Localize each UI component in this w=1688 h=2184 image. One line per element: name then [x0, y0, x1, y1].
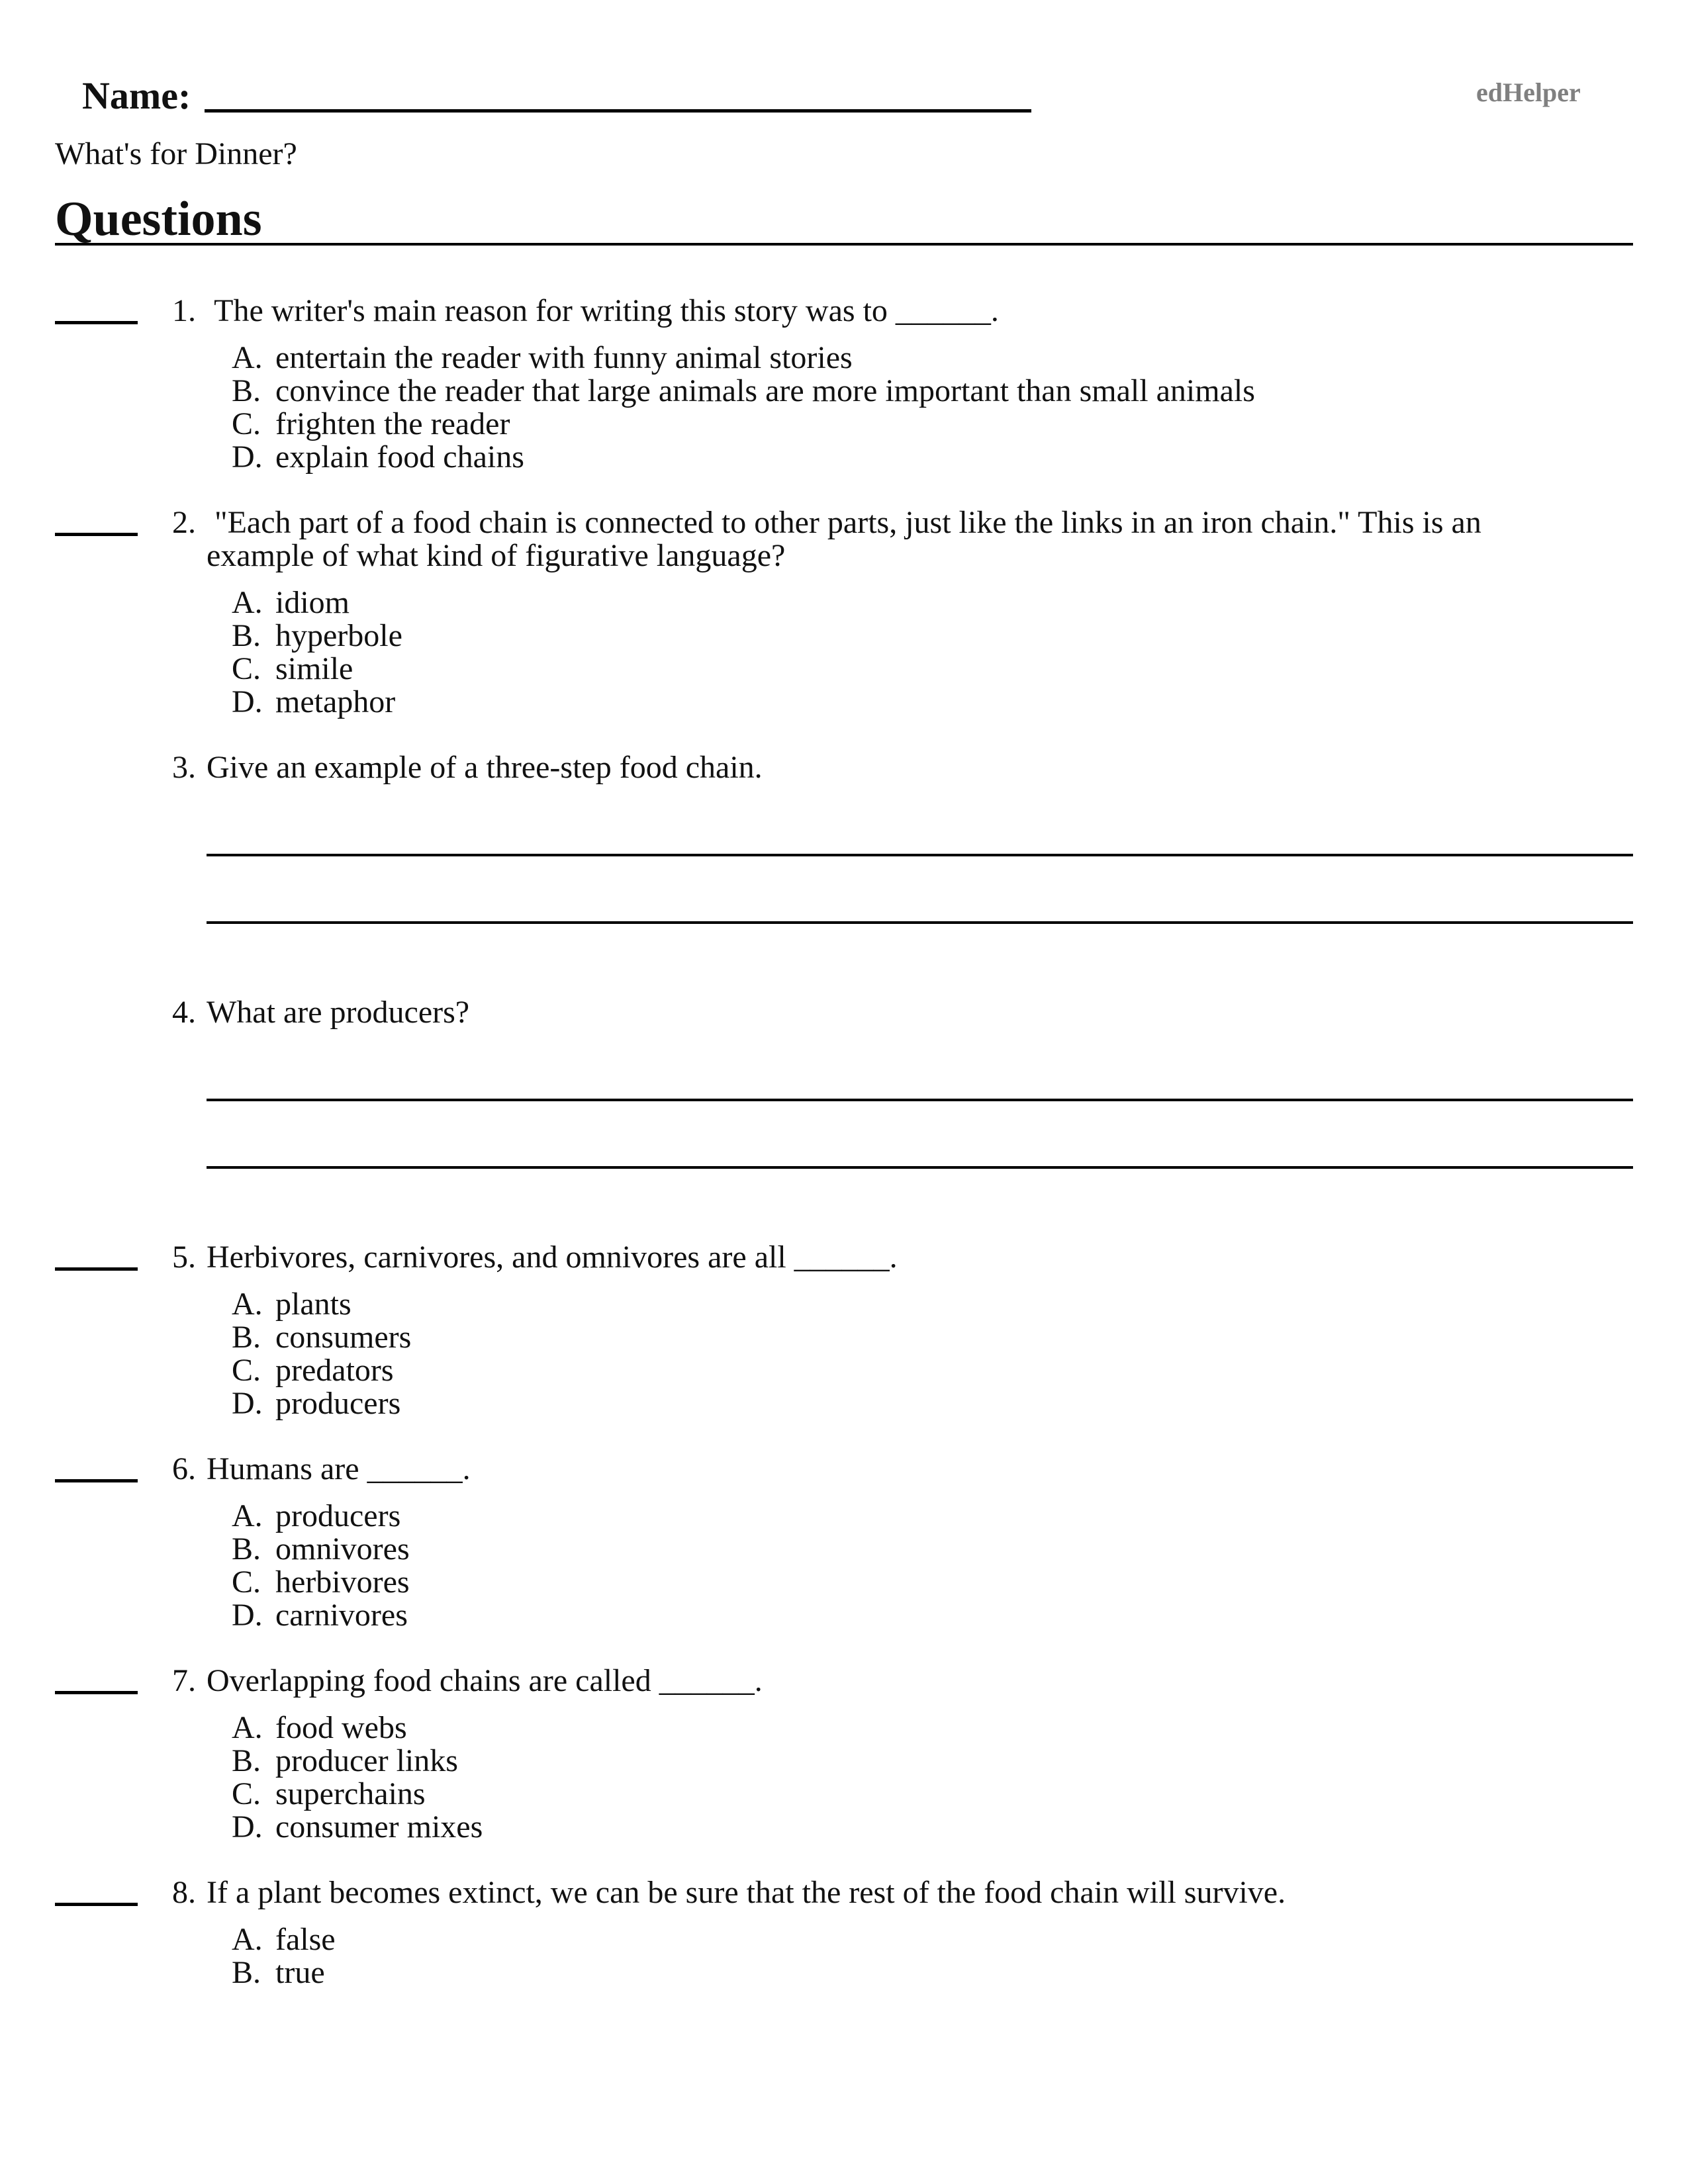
- question-text: If a plant becomes extinct, we can be sure that the rest of the food chain will survive.: [207, 1875, 1286, 1910]
- option-text: consumer mixes: [275, 1809, 483, 1844]
- question-text: Humans are ______.: [207, 1451, 471, 1486]
- option-letter: D.: [232, 439, 263, 475]
- option-letter: B.: [232, 1320, 261, 1355]
- question-number: 3.: [172, 750, 196, 785]
- option-letter: A.: [232, 585, 263, 620]
- option-letter: C.: [232, 1776, 261, 1811]
- section-heading: Questions: [55, 192, 262, 246]
- brand-logo-text: edHelper: [1476, 77, 1581, 107]
- option-text: plants: [275, 1287, 352, 1322]
- answer-blank[interactable]: [55, 1267, 138, 1271]
- option-text: entertain the reader with funny animal stories: [275, 340, 853, 375]
- option-letter: D.: [232, 1598, 263, 1633]
- question-text: What are producers?: [207, 995, 470, 1030]
- option-letter: D.: [232, 1809, 263, 1844]
- option-text: predators: [275, 1353, 394, 1388]
- question-number: 8.: [172, 1875, 196, 1910]
- option-text: herbivores: [275, 1565, 410, 1600]
- heading-divider: [55, 243, 1633, 246]
- option-text: producers: [275, 1386, 401, 1421]
- question-number: 6.: [172, 1451, 196, 1486]
- written-answer-line[interactable]: [207, 921, 1633, 924]
- option-text: false: [275, 1922, 336, 1957]
- question-number: 2.: [172, 505, 196, 540]
- answer-blank[interactable]: [55, 1903, 138, 1906]
- option-text: superchains: [275, 1776, 426, 1811]
- option-letter: B.: [232, 373, 261, 408]
- option-text: producers: [275, 1498, 401, 1533]
- option-text: simile: [275, 651, 353, 686]
- answer-blank[interactable]: [55, 1479, 138, 1482]
- option-letter: A.: [232, 1710, 263, 1745]
- question-text: Herbivores, carnivores, and omnivores are all ______.: [207, 1240, 898, 1275]
- option-letter: A.: [232, 1498, 263, 1533]
- option-text: carnivores: [275, 1598, 408, 1633]
- option-letter: D.: [232, 684, 263, 719]
- answer-blank[interactable]: [55, 533, 138, 536]
- question-text: The writer's main reason for writing this story was to ______.: [207, 293, 999, 328]
- written-answer-line[interactable]: [207, 1166, 1633, 1169]
- option-letter: C.: [232, 406, 261, 441]
- option-text: metaphor: [275, 684, 396, 719]
- option-letter: C.: [232, 1565, 261, 1600]
- option-text: convince the reader that large animals are more important than small animals: [275, 373, 1255, 408]
- option-letter: B.: [232, 1743, 261, 1778]
- option-text: idiom: [275, 585, 350, 620]
- option-letter: B.: [232, 618, 261, 653]
- answer-blank[interactable]: [55, 1691, 138, 1694]
- option-text: food webs: [275, 1710, 407, 1745]
- answer-blank[interactable]: [55, 321, 138, 324]
- question-number: 5.: [172, 1240, 196, 1275]
- question-number: 1.: [172, 293, 196, 328]
- option-text: explain food chains: [275, 439, 524, 475]
- option-text: frighten the reader: [275, 406, 510, 441]
- name-input-line[interactable]: [205, 109, 1031, 113]
- option-text: producer links: [275, 1743, 458, 1778]
- option-letter: A.: [232, 340, 263, 375]
- option-letter: C.: [232, 1353, 261, 1388]
- option-letter: D.: [232, 1386, 263, 1421]
- option-letter: A.: [232, 1287, 263, 1322]
- option-letter: B.: [232, 1531, 261, 1567]
- option-text: true: [275, 1955, 325, 1990]
- option-letter: B.: [232, 1955, 261, 1990]
- worksheet-title: What's for Dinner?: [55, 136, 297, 171]
- question-text-line-1: "Each part of a food chain is connected to other parts, just like the links in an iron chain." This is an: [207, 505, 1481, 540]
- written-answer-line[interactable]: [207, 1099, 1633, 1101]
- question-number: 4.: [172, 995, 196, 1030]
- option-text: hyperbole: [275, 618, 402, 653]
- option-text: omnivores: [275, 1531, 410, 1567]
- question-text: Give an example of a three-step food chain.: [207, 750, 763, 785]
- written-answer-line[interactable]: [207, 854, 1633, 856]
- question-number: 7.: [172, 1663, 196, 1698]
- option-letter: A.: [232, 1922, 263, 1957]
- question-text: Overlapping food chains are called ______.: [207, 1663, 763, 1698]
- name-label: Name:: [82, 74, 191, 117]
- option-letter: C.: [232, 651, 261, 686]
- question-text-line-2: example of what kind of figurative language?: [207, 538, 786, 573]
- option-text: consumers: [275, 1320, 412, 1355]
